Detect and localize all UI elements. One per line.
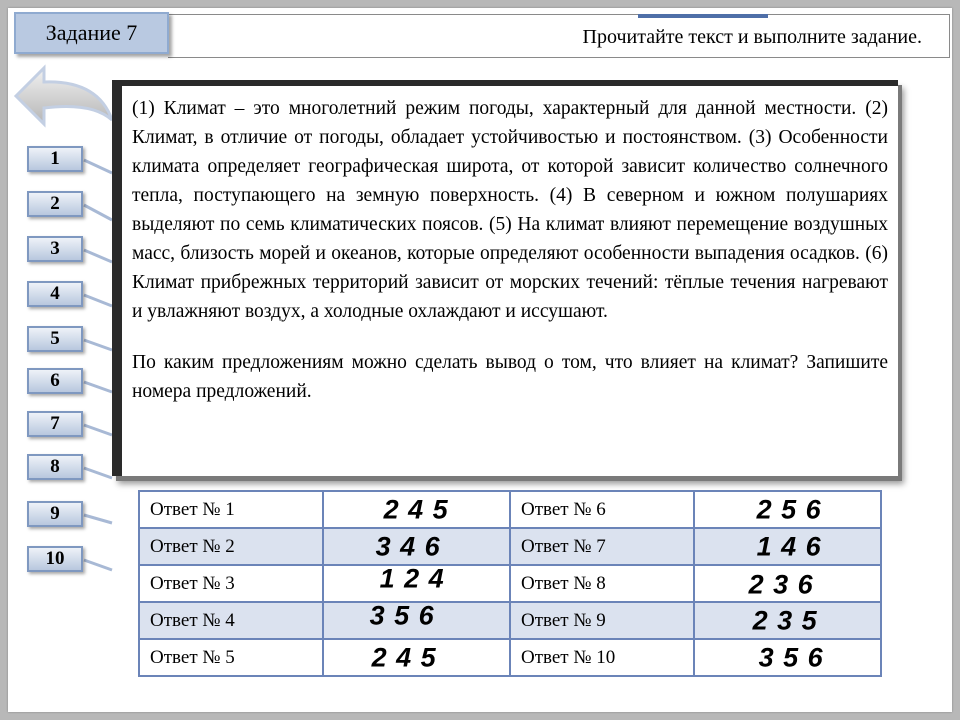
table-row xyxy=(139,639,881,676)
answer-value-cell[interactable] xyxy=(694,565,881,602)
table-row xyxy=(139,491,881,528)
back-arrow-icon[interactable] xyxy=(10,62,120,134)
answer-value: 2 3 5 xyxy=(752,605,818,635)
answer-label: Ответ № 6 xyxy=(510,491,694,528)
task-question: По каким предложениям можно сделать вывод о том, что влияет на климат? Запишите номера предложений. xyxy=(132,352,888,402)
answer-label: Ответ № 3 xyxy=(139,565,323,602)
answer-value-cell[interactable] xyxy=(323,491,510,528)
task-title: Задание 7 xyxy=(14,12,169,54)
answer-value-cell[interactable] xyxy=(694,528,881,565)
answer-value-cell[interactable] xyxy=(694,491,881,528)
task-paragraph: (1) Климат – это многолетний режим погоды, характерный для данной местности. (2) Климат, в отличие от погоды, обладает устойчивостью и постоянством. (3) Особенности климата определяет географическая широта, от которой зависит количество солнечного тепла, поступающего на земную поверхность. (4) В северном и южном полушариях выделяют по семь климатических поясов. (5) На климат влияют перемещение воздушных масс, близость морей и океанов, которые определяют особенности выпадения осадков. (6) Климат прибрежных территорий зависит от морских течений: тёплые течения нагревают и увлажняют воздух, а холодные охлаждают и иссушают. xyxy=(132,98,888,322)
nav-button-1[interactable]: 1 xyxy=(27,146,83,172)
answer-value-cell[interactable] xyxy=(323,602,510,639)
answer-value-cell[interactable] xyxy=(694,639,881,676)
answer-label: Ответ № 8 xyxy=(510,565,694,602)
answer-label: Ответ № 1 xyxy=(139,491,323,528)
nav-button-9[interactable]: 9 xyxy=(27,501,83,527)
nav-button-6[interactable]: 6 xyxy=(27,368,83,394)
nav-button-3[interactable]: 3 xyxy=(27,236,83,262)
nav-button-5[interactable]: 5 xyxy=(27,326,83,352)
table-row xyxy=(139,528,881,565)
answer-label: Ответ № 5 xyxy=(139,639,323,676)
answer-value: 2 5 6 xyxy=(756,494,822,524)
answer-value-cell[interactable] xyxy=(323,565,510,602)
answer-value: 3 4 6 xyxy=(375,531,441,561)
answer-value: 3 5 6 xyxy=(369,600,435,631)
answer-label: Ответ № 9 xyxy=(510,602,694,639)
answer-value: 2 4 5 xyxy=(383,494,449,524)
answer-value-cell[interactable] xyxy=(323,528,510,565)
answer-label: Ответ № 2 xyxy=(139,528,323,565)
answer-label: Ответ № 4 xyxy=(139,602,323,639)
answer-label: Ответ № 7 xyxy=(510,528,694,565)
table-row xyxy=(139,565,881,602)
nav-button-2[interactable]: 2 xyxy=(27,191,83,217)
table-row xyxy=(139,602,881,639)
nav-button-10[interactable]: 10 xyxy=(27,546,83,572)
answer-value: 3 5 6 xyxy=(758,642,824,672)
nav-button-7[interactable]: 7 xyxy=(27,411,83,437)
task-text-card xyxy=(112,80,898,476)
answer-label: Ответ № 10 xyxy=(510,639,694,676)
answer-value: 1 4 6 xyxy=(756,531,822,561)
answer-value-cell[interactable] xyxy=(694,602,881,639)
answers-table xyxy=(138,490,882,677)
answer-value-cell[interactable] xyxy=(323,639,510,676)
instruction-text: Прочитайте текст и выполните задание. xyxy=(582,26,922,48)
header-accent xyxy=(638,14,768,18)
answer-value: 2 4 5 xyxy=(371,642,437,672)
answer-value: 2 3 6 xyxy=(748,569,814,600)
nav-button-4[interactable]: 4 xyxy=(27,281,83,307)
answer-value: 1 2 4 xyxy=(379,563,445,594)
nav-button-8[interactable]: 8 xyxy=(27,454,83,480)
